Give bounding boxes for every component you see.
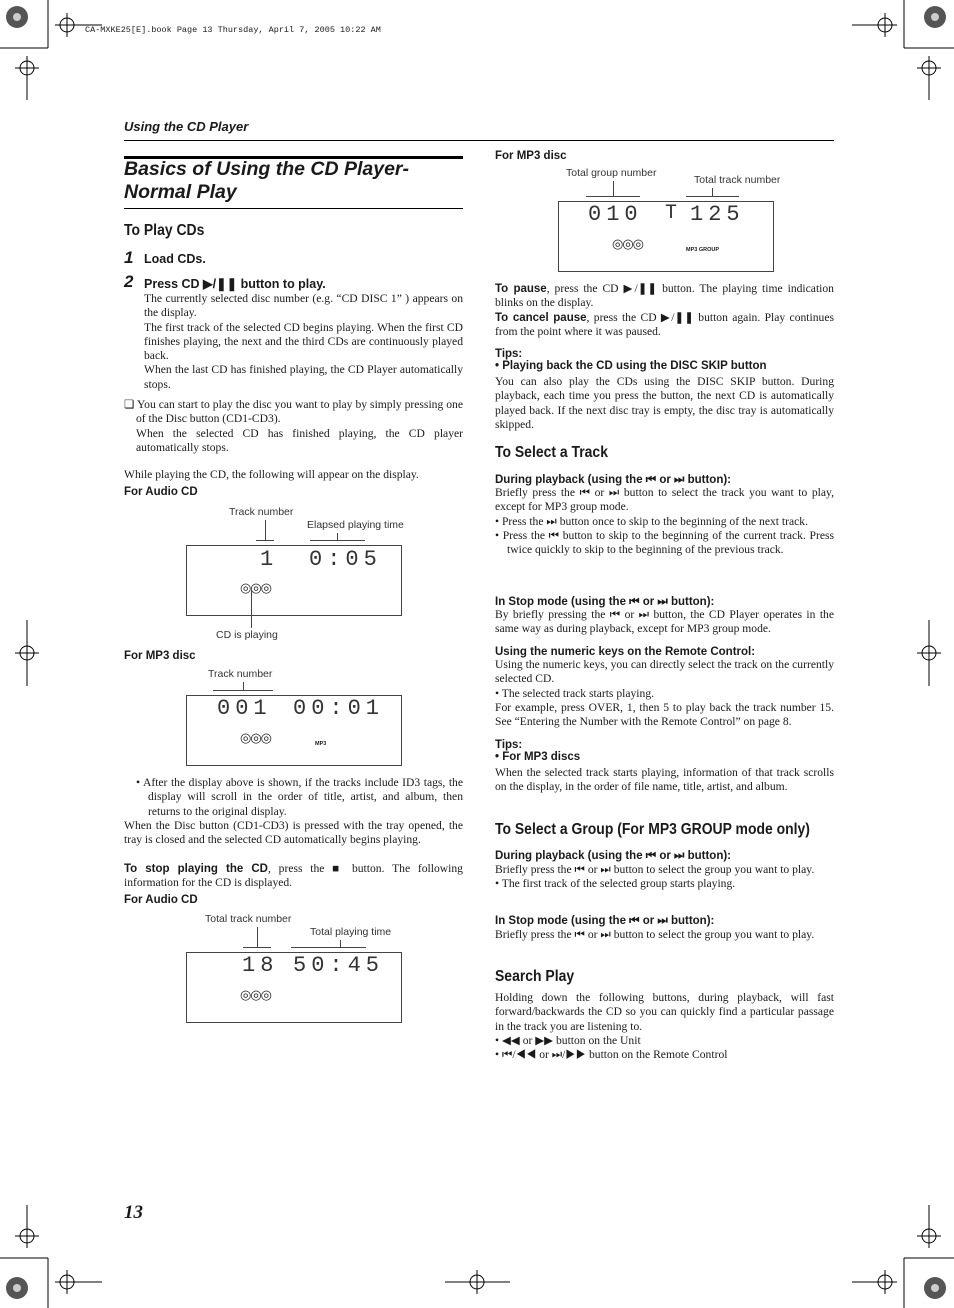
bullet-item: • ◀◀ or ▶▶ button on the Unit [495,1033,641,1047]
subheading: Using the numeric keys on the Remote Control: [495,646,756,658]
paragraph [495,282,834,311]
paragraph: While playing the CD, the following will appear on the display. [124,468,419,481]
bracket [291,947,366,948]
print-header: CA-MXKE25[E].book Page 13 Thursday, April 7, 2005 10:22 AM [85,25,381,35]
subheading: For MP3 disc [124,650,196,662]
paragraph-text: , press the ■ button. The following information for the CD is displayed. [124,862,463,890]
paragraph: For example, press OVER, 1, then 5 to play back the track number 15. See “Entering the Number with the Remote Control” on page 8. [495,700,834,729]
caption: Elapsed playing time [307,519,404,531]
lcd-track: 18 [242,953,279,978]
bullet-item: • After the display above is shown, if the tracks include ID3 tags, the display will scroll in the order of title, artist, and album, then returns to the original display. [136,776,463,818]
page-number: 13 [124,1202,143,1223]
paragraph [495,311,834,340]
bullet-item: • Press the ⏮ button to skip to the beginning of the current track. Press twice quickly to skip to the beginning of the previous track. [495,528,834,557]
bracket-leader [337,533,338,540]
subheading: For Audio CD [124,894,198,906]
lcd-display [186,545,402,616]
lcd-mp3-group-tag: MP3 GROUP [686,247,720,253]
caption: Total track number [694,174,781,186]
subheading: For Audio CD [124,486,198,498]
run-in-heading: To stop playing the CD [124,863,268,875]
subheading: For MP3 disc [495,150,567,162]
run-in-heading: To pause [495,283,547,295]
pause-block [495,282,834,339]
lcd-track: 001 [217,696,272,721]
header-rule [124,140,834,141]
heading-search-play: Search Play [495,968,575,985]
caption: Track number [208,668,273,680]
paragraph: When the selected CD has finished playing, the CD player automatically stops. [136,426,463,454]
bullet-item: • The selected track starts playing. [495,686,655,700]
bracket-leader [265,520,266,540]
search-body [495,991,834,1062]
bracket-leader [613,181,614,196]
subheading: During playback (using the ⏮ or ⏭ button): [495,850,731,862]
numeric-body [495,658,834,729]
tips-label: Tips: [495,739,523,751]
subheading: During playback (using the ⏮ or ⏭ button): [495,474,731,486]
bracket [586,196,640,197]
paragraph: When the selected track starts playing, information of that track scrolls on the display, in the order of file name, title, artist, and album. [495,766,834,794]
caption: Total group number [566,167,657,179]
note-item: ❏ You can start to play the disc you want to play by simply pressing one of the Disc button (CD1-CD3). [124,398,463,426]
select-track-body [495,486,834,557]
paragraph-text: , press the CD ▶/❚❚ button. The playing time indication blinks on the display. [495,282,834,310]
lcd-time: 0:05 [309,547,382,572]
lcd-display [558,201,774,272]
bracket [686,196,739,197]
paragraph-text: , press the CD ▶/❚❚ button again. Play continues from the point where it was paused. [495,310,834,338]
leader-line [251,590,252,628]
paragraph [124,862,463,891]
paragraph: The first track of the selected CD begins playing. When the first CD finishes playing, the next and the third CDs are continuously played back. [144,320,463,363]
bracket [256,540,274,541]
select-group-body [495,863,834,892]
disc-icon: ◎◎◎ [240,730,272,745]
lcd-display [186,952,402,1023]
bracket-leader [712,188,713,196]
lcd-track: 125 [690,202,745,227]
bullet-item: • ⏮/◀◀ or ⏭/▶▶ button on the Remote Control [495,1048,728,1062]
step-text: Load CDs. [144,252,206,266]
paragraph: Holding down the following buttons, during playback, will fast forward/backwards the CD so you can quickly find a particular passage in the track you are listening to. [495,991,834,1033]
tips-item: • Playing back the CD using the DISC SKIP button [495,360,767,372]
step-number: 2 [124,272,134,291]
paragraph: Briefly press the ⏮ or ⏭ button to select the track you want to play, except for MP3 group mode. [495,486,834,514]
note [124,398,463,455]
paragraph: By briefly pressing the ⏮ or ⏭ button, the CD Player operates in the same way as during playback, except for MP3 group mode. [495,608,834,636]
bracket-leader [257,927,258,947]
lcd-t: T [665,202,683,225]
paragraph: Briefly press the ⏮ or ⏭ button to select the group you want to play. [495,928,815,941]
bracket [310,540,365,541]
caption: CD is playing [216,629,278,641]
bracket-leader [340,940,341,947]
disc-icon: ◎◎◎ [612,236,644,251]
step2-body [144,292,463,392]
step-text: Press CD ▶/❚❚ button to play. [144,277,326,291]
lcd-time: 00:01 [293,696,385,721]
lcd-track: 1 [260,547,279,572]
bullet-item: • Press the ⏭ button once to skip to the beginning of the next track. [495,514,808,528]
lcd-group: 010 [588,202,643,227]
lcd-mp3-tag: MP3 [315,741,327,747]
disc-icon: ◎◎◎ [240,580,272,595]
lcd-time: 50:45 [293,953,385,978]
bullet-item: • The first track of the selected group starts playing. [495,877,736,891]
paragraph: When the Disc button (CD1-CD3) is pressed with the tray opened, the tray is closed and the selected CD automatically begins playing. [124,819,463,847]
page-title-line2: Normal Play [124,181,237,203]
title-rule-bottom [124,208,463,209]
caption: Total track number [205,913,292,925]
disc-icon: ◎◎◎ [240,987,272,1002]
subheading: In Stop mode (using the ⏮ or ⏭ button): [495,915,715,927]
run-in-heading: To cancel pause [495,311,587,324]
heading-select-track: To Select a Track [495,444,608,461]
heading-select-group: To Select a Group (For MP3 GROUP mode only) [495,821,810,838]
running-head: Using the CD Player [124,119,249,134]
tips-label: Tips: [495,348,523,360]
subheading: In Stop mode (using the ⏮ or ⏭ button): [495,596,715,608]
page-title [124,158,469,204]
heading-to-play-cds: To Play CDs [124,222,205,239]
paragraph: When the last CD has finished playing, the CD Player automatically stops. [144,363,463,391]
paragraph: You can also play the CDs using the DISC SKIP button. During playback, each time you press the button, the next CD is automatically played back. If the next disc tray is empty, the disc tray is automatically skipped. [495,375,834,431]
bullet [136,776,463,819]
tips-item: • For MP3 discs [495,751,581,763]
bracket-leader [243,682,244,690]
bracket [243,947,271,948]
step-number: 1 [124,248,134,267]
caption: Track number [229,506,294,518]
paragraph: The currently selected disc number (e.g. “CD DISC 1” ) appears on the display. [144,292,463,320]
lcd-display [186,695,402,766]
bracket [213,690,273,691]
paragraph: Briefly press the ⏮ or ⏭ button to select the group you want to play. [495,863,815,876]
paragraph: Using the numeric keys, you can directly select the track on the currently selected CD. [495,658,834,686]
caption: Total playing time [310,926,392,938]
page-title-line1: Basics of Using the CD Player- [124,158,409,180]
